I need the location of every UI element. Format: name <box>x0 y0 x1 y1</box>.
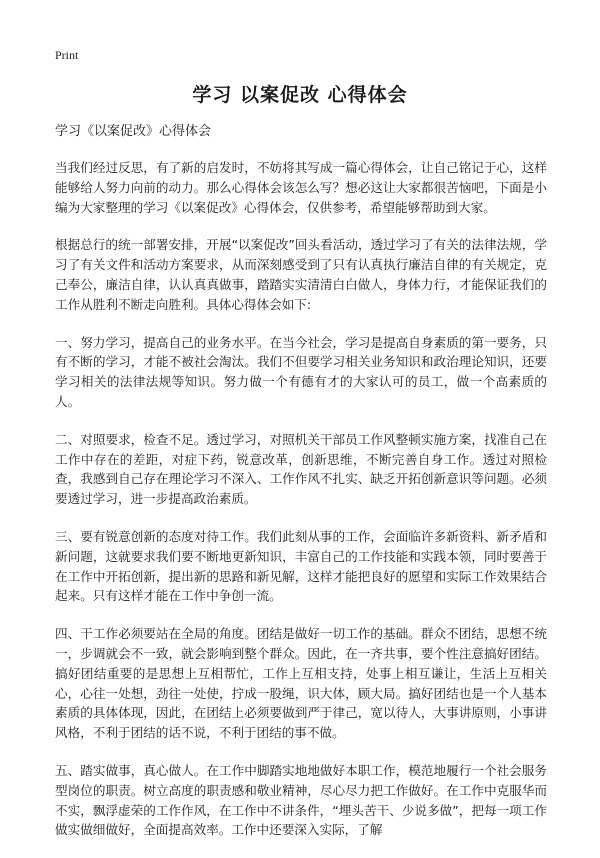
print-link[interactable]: Print <box>55 48 79 62</box>
paragraph-point-4: 四、干工作必须要站在全局的角度。团结是做好一切工作的基础。群众不团结，思想不统一，步调就会不一致，就会影响到整个群众。因此，在一齐共事，要个性注意搞好团结。搞好团结重要的是思想上互相帮忙，工作上互相支持，处事上相互谦让，生活上互相关心，心往一处想，劲往一处使，拧成一股绳，识大体，顾大局。搞好团结也是一个人基本素质的具体体现，因此，在团结上必须要做到严于律己，宽以待人，大事讲原则，小事讲风格，不利于团结的话不说，不利于团结的事不做。 <box>55 626 547 741</box>
paragraph-point-5: 五、踏实做事，真心做人。在工作中脚踏实地地做好本职工作，模范地履行一个社会服务型岗位的职责。树立高度的职责感和敬业精神，尽心尽力把工作做好。在工作中克服华而不实，飘浮虚荣的工作作风，在工作中不讲条件，“埋头苦干、少说多做”，把每一项工作做实做细做好，全面提高效率。工作中还要深入实际，了解 <box>55 762 547 838</box>
paragraph-background: 根据总行的统一部署安排，开展“以案促改”回头看活动，透过学习了有关的法律法规，学习了有关文件和活动方案要求，从而深刻感受到了只有认真执行廉洁自律的有关规定，克己奉公，廉洁自律，认认真真做事，踏踏实实清清白白做人，身体力行，才能保证我们的工作从胜利不断走向胜利。具体心得体会如下: <box>55 237 547 312</box>
paragraph-point-3: 三、要有锐意创新的态度对待工作。我们此刻从事的工作，会面临许多新资料、新矛盾和新问题，这就要求我们要不断地更新知识，丰富自己的工作技能和实践本领，同时要善于在工作中开拓创新，提出新的思路和新见解，这样才能把良好的愿望和实际工作效果结合起来。只有这样才能在工作中争创一流。 <box>55 528 547 604</box>
paragraph-point-1: 一、努力学习，提高自己的业务水平。在当今社会，学习是提高自身素质的第一要务，只有不断的学习，才能不被社会淘汰。我们不但要学习相关业务知识和政治理论知识，还要学习相关的法律法规等知识。努力做一个有德有才的大家认可的员工，做一个高素质的人。 <box>55 334 547 409</box>
paragraph-intro: 当我们经过反思，有了新的启发时，不妨将其写成一篇心得体会，让自己铭记于心，这样能够给人努力向前的动力。那么心得体会该怎么写？想必这让大家都很苦恼吧，下面是小编为大家整理的学习《以案促改》心得体会，仅供参考，希望能够帮助到大家。 <box>55 160 547 215</box>
article-body <box>55 122 547 858</box>
page-title: 学习 以案促改 心得体会 <box>192 84 408 106</box>
article-subtitle: 学习《以案促改》心得体会 <box>55 124 212 139</box>
paragraph-point-2: 二、对照要求，检查不足。透过学习，对照机关干部员工作风整顿实施方案，找准自己在工作中存在的差距，对症下药，锐意改革，创新思维，不断完善自身工作。透过对照检查，我感到自己存在理论学习不深入、工作作风不扎实、缺乏开拓创新意识等问题。必须要透过学习，进一步提高政治素质。 <box>55 431 547 507</box>
